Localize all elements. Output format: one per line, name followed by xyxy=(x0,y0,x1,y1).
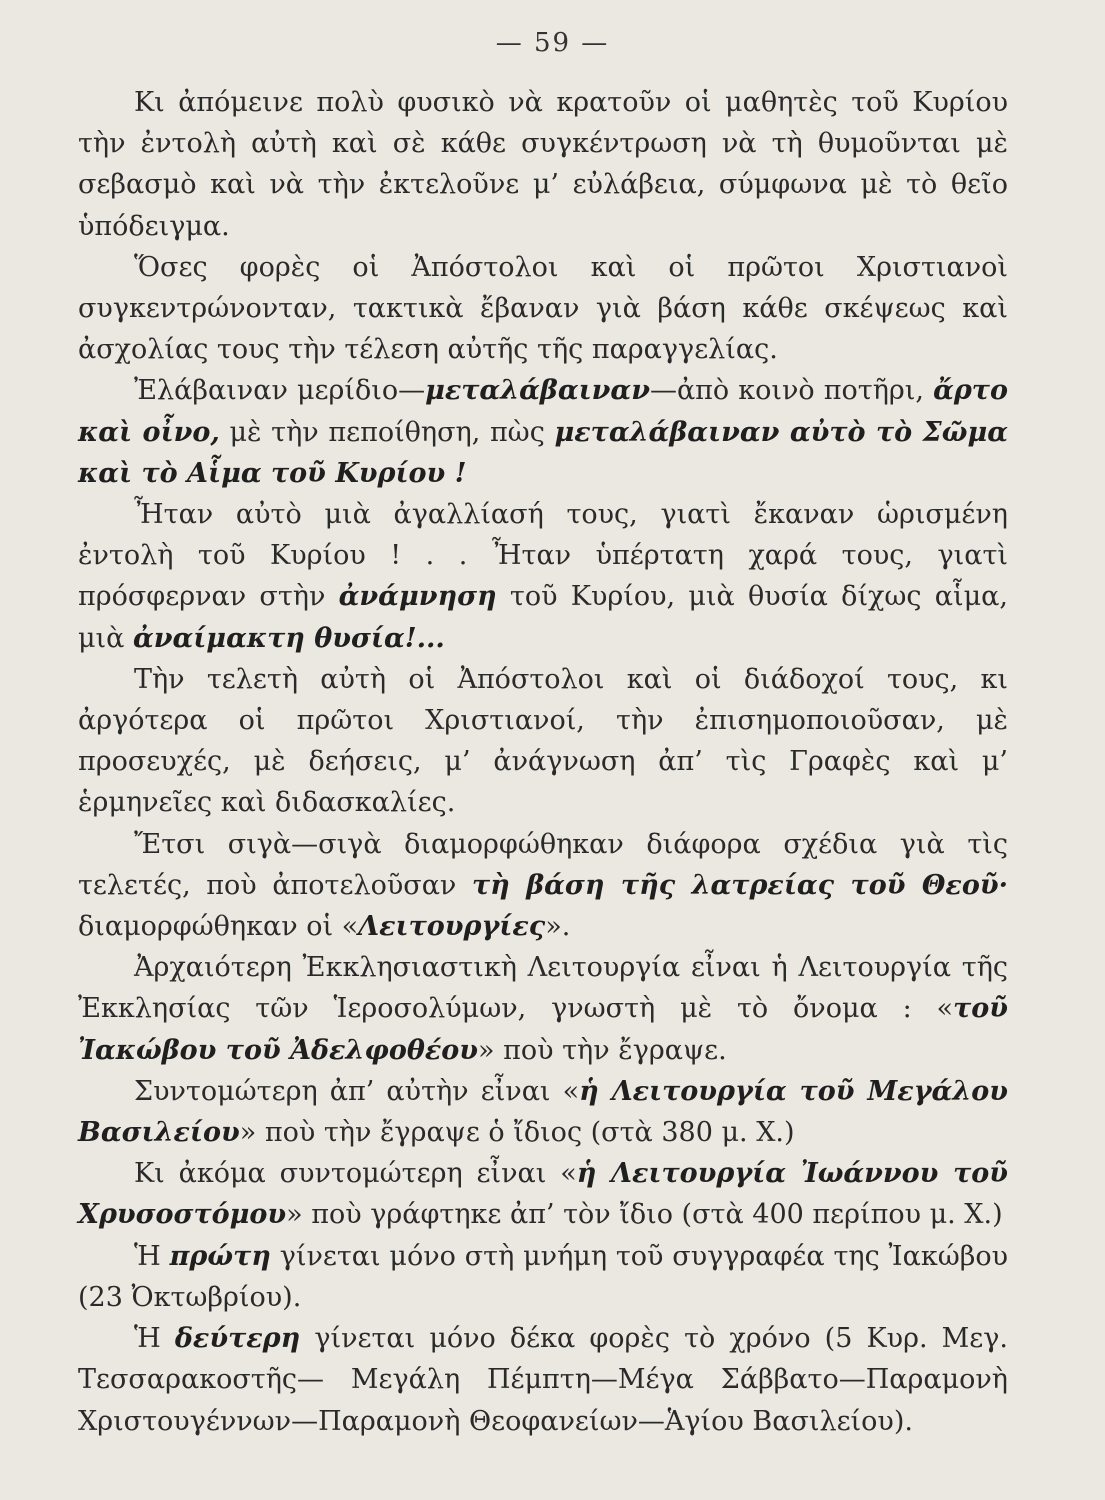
paragraph xyxy=(78,824,1008,948)
emphasized-text: πρώτη xyxy=(169,1240,271,1272)
text-run: διαμορφώθηκαν οἱ « xyxy=(78,911,359,943)
paragraph xyxy=(78,1071,1008,1153)
emphasized-text: Λειτουργίες xyxy=(358,911,546,943)
paragraph xyxy=(78,659,1008,824)
text-run: μὲ τὴν πεποίθηση, πὼς xyxy=(219,416,555,448)
paragraph xyxy=(78,947,1008,1071)
text-run: γίνεται μόνο στὴ μνήμη τοῦ συγγραφέα της Ἰακώβου (23 Ὀκτωβρίου). xyxy=(78,1240,1009,1313)
text-run: Κι ἀκόμα συντομώτερη εἶναι « xyxy=(134,1158,577,1190)
paragraph xyxy=(78,1236,1008,1318)
paragraph xyxy=(78,1318,1008,1442)
emphasized-text: ἄρτο καὶ οἶνο, xyxy=(78,375,1008,448)
text-run: Ἐλάβαιναν μερίδιο— xyxy=(134,375,426,407)
emphasized-text: τὴ βάση τῆς λατρείας τοῦ Θεοῦ· xyxy=(471,869,1008,901)
text-run: —ἀπὸ κοινὸ ποτῆρι, xyxy=(649,375,934,407)
emphasized-text: ἡ Λειτουργία τοῦ Μεγάλου Βασιλείου xyxy=(78,1075,1008,1149)
page-number: — 59 — xyxy=(495,28,610,58)
emphasized-text: ἡ Λειτουργία Ἰωάννου τοῦ Χρυσοστόμου xyxy=(78,1158,1008,1231)
text-run: Συντομώτερη ἀπ’ αὐτὴν εἶναι « xyxy=(134,1075,580,1107)
text-run: Ἔτσι σιγὰ—σιγὰ διαμορφώθηκαν διάφορα σχέδια γιὰ τὶς τελετές, ποὺ ἀποτελοῦσαν xyxy=(78,828,1008,901)
text-run: Ὅσες φορὲς οἱ Ἀπόστολοι καὶ οἱ πρῶτοι Χριστιανοὶ συγκεντρώνονταν, τακτικὰ ἔβαναν γιὰ βάση κάθε σκέψεως καὶ ἀσχολίας τους τὴν τέλεση αὐτῆς τῆς παραγγελίας. xyxy=(78,251,1008,366)
emphasized-text: μεταλάβαιναν xyxy=(425,375,650,407)
text-run: Ἡ xyxy=(134,1240,170,1272)
emphasized-text: ἀνάμνηση xyxy=(338,581,497,613)
text-run: » ποὺ γράφτηκε ἀπ’ τὸν ἴδιο (στὰ 400 περίπου μ. Χ.) xyxy=(286,1199,1003,1231)
paragraph xyxy=(78,494,1008,659)
text-run: Κι ἀπόμεινε πολὺ φυσικὸ νὰ κρατοῦν οἱ μαθητὲς τοῦ Κυρίου τὴν ἐντολὴ αὐτὴ καὶ σὲ κάθε συγκέντρωση νὰ τὴ θυμοῦνται μὲ σεβασμὸ καὶ νὰ τὴν ἐκτελοῦνε μ’ εὐλάβεια, σύμφωνα μὲ τὸ θεῖο ὑπόδειγμα. xyxy=(78,87,1008,242)
text-run: Ἀρχαιότερη Ἐκκλησιαστικὴ Λειτουργία εἶναι ἡ Λειτουργία τῆς Ἐκκλησίας τῶν Ἱεροσολύμων, γνωστὴ μὲ τὸ ὄνομα : « xyxy=(78,952,1008,1025)
text-run: » ποὺ τὴν ἔγραψε ὁ ἴδιος (στὰ 380 μ. Χ.) xyxy=(239,1117,795,1149)
paragraph xyxy=(78,82,1008,247)
text-run: Ἦταν αὐτὸ μιὰ ἀγαλλίασή τους, γιατὶ ἔκαναν ὡρισμένη ἐντολὴ τοῦ Κυρίου ! . . Ἦταν ὑπέρτατη χαρά τους, γιατὶ πρόσφερναν στὴν xyxy=(78,499,1008,613)
text-run: Τὴν τελετὴ αὐτὴ οἱ Ἀπόστολοι καὶ οἱ διάδοχοί τους, κι ἀργότερα οἱ πρῶτοι Χριστιανοί, τὴν ἐπισημοποιοῦσαν, μὲ προσευχές, μὲ δεήσεις, μ’ ἀνάγνωση ἀπ’ τὶς Γραφὲς καὶ μ’ ἑρμηνεῖες καὶ διδασκαλίες. xyxy=(78,663,1008,819)
emphasized-text: ἀναίμακτη θυσία!... xyxy=(132,622,445,654)
emphasized-text: μεταλάβαιναν αὐτὸ τὸ Σῶμα καὶ τὸ Αἷμα τοῦ Κυρίου ! xyxy=(78,416,1008,489)
text-run: » ποὺ τὴν ἔγραψε. xyxy=(478,1034,727,1066)
paragraph xyxy=(78,370,1008,494)
text-run: γίνεται μόνο δέκα φορὲς τὸ χρόνο (5 Κυρ. Μεγ. Τεσσαρακοστῆς— Μεγάλη Πέμπτη—Μέγα Σάββατο—Παραμονὴ Χριστουγέννων—Παραμονὴ Θεοφανείων—Ἁγίου Βασιλείου). xyxy=(78,1323,1009,1437)
emphasized-text: δεύτερη xyxy=(174,1323,301,1355)
emphasized-text: τοῦ Ἰακώβου τοῦ Ἀδελφοθέου xyxy=(78,993,1008,1066)
text-run: τοῦ Κυρίου, μιὰ θυσία δίχως αἷμα, μιὰ xyxy=(78,581,1008,654)
paragraph xyxy=(78,1153,1008,1235)
text-run: Ἡ xyxy=(134,1323,175,1355)
paragraph xyxy=(78,247,1008,371)
body-text xyxy=(78,82,1008,1442)
text-run: ». xyxy=(545,911,571,943)
